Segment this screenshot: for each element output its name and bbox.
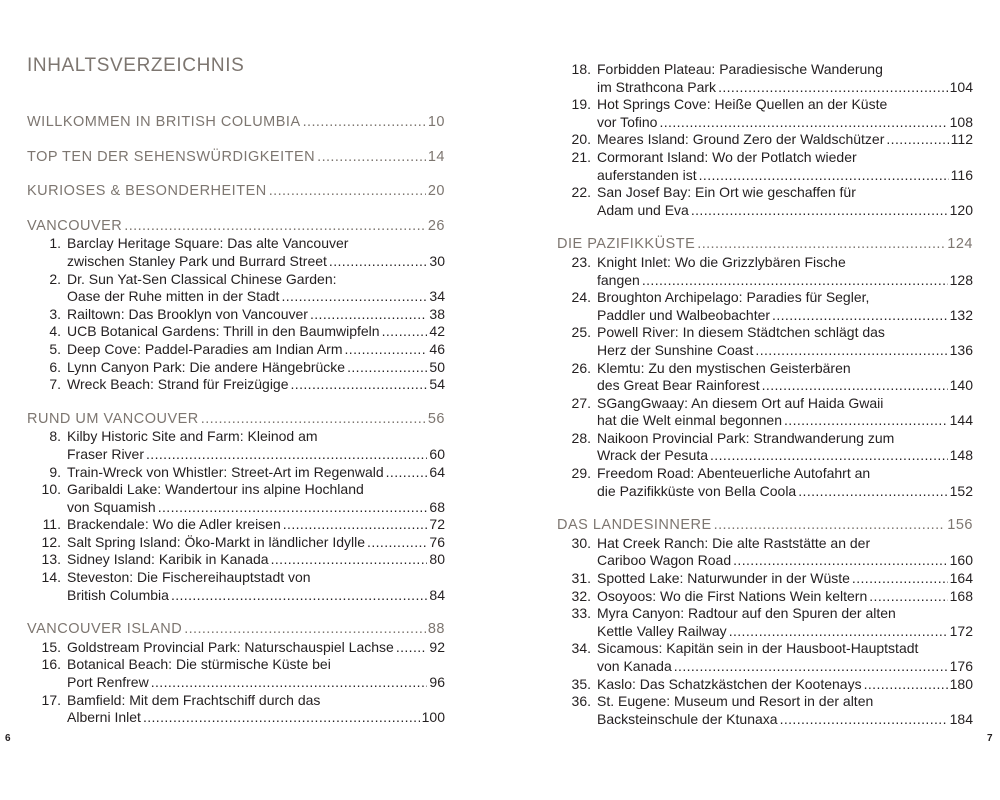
toc-entry[interactable] (27, 235, 445, 270)
entry-page: 34 (429, 288, 445, 305)
entry-title-cont: hat die Welt einmal begonnen (597, 412, 782, 429)
entry-number: 27. (571, 394, 591, 411)
entry-title: Meares Island: Ground Zero der Waldschützer (597, 131, 885, 148)
entry-title-cont: von Squamish (67, 498, 156, 515)
entry-title: Steveston: Die Fischereihauptstadt von (67, 569, 311, 586)
leader-dots (733, 552, 948, 570)
entry-number: 7. (49, 376, 61, 393)
entry-number: 36. (571, 693, 591, 710)
page-title: INHALTSVERZEICHNIS (27, 55, 245, 76)
leader-dots (852, 570, 948, 588)
toc-entry[interactable] (557, 360, 973, 395)
entry-number: 30. (571, 534, 591, 551)
toc-section (557, 236, 973, 500)
toc-section (557, 517, 973, 728)
entry-title: UCB Botanical Gardens: Thrill in den Baumwipfeln (67, 323, 380, 340)
entry-page: 96 (429, 674, 445, 691)
toc-entry[interactable] (557, 96, 973, 131)
entry-number: 14. (41, 569, 61, 586)
entry-title-cont: Port Renfrew (67, 674, 149, 691)
leader-dots (396, 639, 428, 657)
leader-dots (124, 218, 426, 236)
entry-page: 80 (429, 551, 445, 568)
entry-title: Dr. Sun Yat-Sen Classical Chinese Garden: (67, 270, 337, 287)
toc-section (27, 149, 445, 167)
leader-dots (382, 323, 428, 341)
left-toc (27, 114, 445, 727)
entry-title: Garibaldi Lake: Wandertour ins alpine Hochland (67, 481, 364, 498)
entry-number: 5. (49, 340, 61, 357)
entry-page: 128 (949, 271, 973, 288)
leader-dots (780, 711, 948, 729)
page-number-left: 6 (5, 733, 11, 744)
toc-entry[interactable] (27, 464, 445, 482)
toc-entry[interactable] (27, 656, 445, 691)
toc-entry[interactable] (557, 254, 973, 289)
leader-dots (158, 499, 428, 517)
entry-page: 160 (949, 552, 973, 569)
entry-title-cont: Alberni Inlet (67, 709, 141, 726)
section-label: KURIOSES & BESONDERHEITEN (27, 183, 267, 200)
section-label: WILLKOMMEN IN BRITISH COLUMBIA (27, 114, 301, 130)
entry-number: 25. (571, 324, 591, 341)
entry-title-cont: im Strathcona Park (597, 78, 717, 95)
leader-dots (772, 307, 948, 325)
leader-dots (864, 676, 948, 694)
entry-page: 168 (949, 587, 973, 604)
entry-title: San Josef Bay: Ein Ort wie geschaffen für (597, 184, 856, 201)
toc-entry[interactable] (557, 605, 973, 640)
entry-title-cont: vor Tofino (597, 113, 658, 130)
entry-title: Cormorant Island: Wo der Potlatch wieder (597, 148, 857, 165)
entry-title-cont: Cariboo Wagon Road (597, 552, 732, 569)
toc-entry[interactable] (557, 61, 973, 96)
entry-page: 108 (949, 113, 973, 130)
leader-dots (367, 534, 427, 552)
entry-title-cont: Kettle Valley Railway (597, 622, 727, 639)
leader-dots (143, 709, 420, 727)
leader-dots (171, 587, 427, 605)
toc-entry[interactable] (557, 676, 973, 694)
leader-dots (798, 483, 947, 501)
leader-dots (347, 359, 427, 377)
entry-title-cont: British Columbia (67, 586, 169, 603)
leader-dots (714, 517, 946, 535)
leader-dots (269, 183, 426, 201)
page-number-right: 7 (987, 733, 993, 744)
toc-entry[interactable] (27, 692, 445, 727)
leader-dots (718, 79, 948, 97)
section-heading[interactable] (27, 183, 445, 201)
leader-dots (386, 464, 428, 482)
toc-entry[interactable] (27, 551, 445, 569)
entry-title: Kaslo: Das Schatzkästchen der Kootenays (597, 675, 862, 692)
section-page: 10 (427, 114, 445, 130)
toc-entry[interactable] (27, 376, 445, 394)
entry-page: 116 (950, 166, 973, 183)
entry-title-cont: Fraser River (67, 445, 145, 462)
entry-title-cont: Adam und Eva (597, 201, 689, 218)
leader-dots (762, 377, 948, 395)
section-heading[interactable] (27, 411, 445, 429)
entry-page: 64 (429, 463, 445, 480)
leader-dots (869, 588, 947, 606)
leader-dots (729, 623, 948, 641)
entry-page: 46 (429, 340, 445, 357)
entry-page: 164 (949, 570, 973, 587)
entry-title: Wreck Beach: Strand für Freizügige (67, 376, 289, 393)
toc-entry[interactable] (557, 588, 973, 606)
entry-title: Hot Springs Cove: Heiße Quellen an der Küste (597, 96, 888, 113)
entry-title: Forbidden Plateau: Paradiesische Wanderung (597, 61, 883, 77)
entry-title-cont: Paddler und Walbeobachter (597, 306, 771, 323)
entry-number: 13. (41, 551, 61, 568)
toc-entry[interactable] (27, 359, 445, 377)
section-label: RUND UM VANCOUVER (27, 410, 199, 427)
toc-entry[interactable] (557, 693, 973, 728)
entry-title-cont: zwischen Stanley Park und Burrard Street (67, 252, 327, 269)
toc-entry[interactable] (557, 395, 973, 430)
section-heading[interactable] (27, 114, 445, 132)
entry-page: 140 (949, 377, 973, 394)
leader-dots (691, 202, 948, 220)
entry-page: 42 (429, 323, 445, 340)
entry-page: 60 (429, 445, 445, 462)
toc-entry[interactable] (557, 131, 973, 149)
entry-number: 21. (571, 148, 591, 165)
entry-title: Powell River: In diesem Städtchen schlägt das (597, 324, 885, 341)
entry-number: 6. (49, 358, 61, 375)
entry-title: Naikoon Provincial Park: Strandwanderung zum (597, 429, 895, 446)
toc-entry[interactable] (27, 569, 445, 604)
entry-title: SGangGwaay: An diesem Ort auf Haida Gwaii (597, 394, 884, 411)
entry-page: 184 (949, 710, 973, 727)
leader-dots (283, 516, 428, 534)
section-label: VANCOUVER (27, 217, 123, 234)
entry-title: Railtown: Das Brooklyn von Vancouver (67, 305, 308, 322)
entry-page: 104 (949, 78, 973, 95)
toc-entry[interactable] (557, 430, 973, 465)
entry-number: 3. (49, 305, 61, 322)
leader-dots (784, 412, 948, 430)
entry-page: 176 (949, 658, 973, 674)
entry-title: St. Eugene: Museum und Resort in der alten (597, 693, 874, 710)
entry-page: 112 (950, 131, 973, 148)
leader-dots (184, 621, 426, 639)
section-page: 14 (427, 148, 445, 165)
leader-dots (755, 342, 947, 360)
entry-number: 1. (49, 235, 61, 252)
leader-dots (329, 253, 428, 271)
entry-title: Deep Cove: Paddel-Paradies am Indian Arm (67, 340, 343, 357)
leader-dots (344, 341, 427, 359)
entry-title: Barclay Heritage Square: Das alte Vancouver (67, 235, 349, 252)
entry-title: Salt Spring Island: Öko-Markt in ländlicher Idylle (67, 533, 366, 550)
entry-number: 11. (42, 516, 61, 533)
entry-page: 38 (429, 305, 445, 322)
entry-page: 136 (949, 341, 973, 358)
entry-title: Hat Creek Ranch: Die alte Raststätte an der (597, 534, 871, 551)
entry-title-cont: von Kanada (597, 658, 672, 674)
section-label: DIE PAZIFIKKÜSTE (557, 236, 696, 253)
entry-page: 132 (949, 306, 973, 323)
section-heading[interactable] (27, 621, 445, 639)
entry-title-cont: fangen (597, 271, 640, 288)
entry-title-cont: auferstanden ist (597, 166, 697, 183)
toc-section (27, 411, 445, 605)
entry-title: Brackendale: Wo die Adler kreisen (67, 516, 281, 533)
entry-title: Sidney Island: Karibik in Kanada (67, 551, 269, 568)
entry-number: 26. (571, 359, 591, 376)
entry-title: Klemtu: Zu den mystischen Geisterbären (597, 359, 851, 376)
toc-section (27, 183, 445, 201)
leader-dots (697, 236, 945, 254)
entry-title-cont: Oase der Ruhe mitten in der Stadt (67, 288, 280, 305)
entry-page: 144 (949, 412, 973, 429)
entry-title: Osoyoos: Wo die First Nations Wein keltern (597, 587, 868, 604)
entry-page: 92 (429, 638, 445, 655)
leader-dots (699, 167, 949, 185)
entry-number: 23. (571, 253, 591, 270)
entry-title: Knight Inlet: Wo die Grizzlybären Fische (597, 253, 846, 270)
entry-title-cont: Backsteinschule der Ktunaxa (597, 710, 778, 727)
entry-number: 17. (41, 691, 61, 708)
entry-title: Lynn Canyon Park: Die andere Hängebrücke (67, 358, 346, 375)
entry-page: 50 (429, 358, 445, 375)
leader-dots (710, 447, 948, 465)
entry-number: 31. (571, 570, 591, 587)
section-heading[interactable] (557, 517, 973, 535)
entry-title-cont: des Great Bear Rainforest (597, 377, 760, 394)
entry-page: 84 (429, 586, 445, 603)
right-page (500, 0, 1000, 800)
section-page: 88 (427, 621, 445, 638)
toc-entry[interactable] (27, 323, 445, 341)
entry-page: 152 (949, 482, 973, 499)
entry-number: 9. (49, 463, 61, 480)
entry-title-cont: Wrack der Pesuta (597, 447, 709, 464)
entry-number: 16. (41, 656, 61, 673)
entry-number: 28. (571, 429, 591, 446)
entry-page: 76 (429, 533, 445, 550)
entry-number: 24. (571, 289, 591, 306)
entry-number: 8. (49, 428, 61, 445)
toc-entry[interactable] (27, 534, 445, 552)
leader-dots (151, 674, 428, 692)
entry-title: Freedom Road: Abenteuerliche Autofahrt an (597, 465, 871, 482)
toc-entry[interactable] (557, 289, 973, 324)
entry-title: Myra Canyon: Radtour auf den Spuren der alten (597, 605, 896, 622)
entry-page: 180 (949, 675, 973, 692)
entry-number: 12. (41, 533, 61, 550)
toc-entry[interactable] (557, 149, 973, 184)
entry-number: 35. (571, 675, 591, 692)
toc-entry[interactable] (557, 184, 973, 219)
toc-entry[interactable] (557, 570, 973, 588)
leader-dots (281, 288, 427, 306)
entry-title: Botanical Beach: Die stürmische Küste bei (67, 656, 331, 673)
section-page: 156 (947, 517, 973, 534)
entry-title: Spotted Lake: Naturwunder in der Wüste (597, 570, 850, 587)
section-label: DAS LANDESINNERE (557, 517, 712, 534)
entry-page: 172 (949, 622, 973, 639)
entry-number: 29. (571, 465, 591, 482)
section-page: 56 (427, 410, 445, 427)
entry-title: Sicamous: Kapitän sein in der Hausboot-Hauptstadt (597, 640, 919, 657)
toc-entry[interactable] (27, 428, 445, 463)
leader-dots (146, 446, 427, 464)
entry-title-cont: Herz der Sunshine Coast (597, 341, 754, 358)
entry-number: 22. (571, 184, 591, 201)
section-label: TOP TEN DER SEHENSWÜRDIGKEITEN (27, 148, 316, 165)
leader-dots (674, 658, 948, 676)
leader-dots (642, 272, 948, 290)
entry-title: Bamfield: Mit dem Frachtschiff durch das (67, 691, 321, 708)
entry-page: 120 (949, 201, 973, 218)
entry-number: 20. (571, 131, 591, 148)
entry-page: 54 (429, 376, 445, 393)
entry-number: 19. (571, 96, 591, 113)
leader-dots (310, 306, 427, 324)
entry-page: 148 (949, 447, 973, 464)
right-toc (557, 61, 973, 728)
entry-number: 4. (49, 323, 61, 340)
entry-number: 34. (571, 640, 591, 657)
entry-number: 2. (49, 270, 61, 287)
toc-entry[interactable] (557, 535, 973, 570)
leader-dots (291, 376, 428, 394)
entry-page: 30 (429, 252, 445, 269)
section-heading[interactable] (27, 149, 445, 167)
section-page: 26 (427, 217, 445, 234)
entry-title-cont: die Pazifikküste von Bella Coola (597, 482, 797, 499)
section-heading[interactable] (27, 218, 445, 236)
toc-entry[interactable] (27, 306, 445, 324)
entry-number: 15. (41, 638, 61, 655)
toc-entry[interactable] (27, 271, 445, 306)
entry-title: Train-Wreck von Whistler: Street-Art im Regenwald (67, 463, 384, 480)
toc-section (27, 114, 445, 132)
toc-entry[interactable] (557, 640, 973, 675)
leader-dots (201, 411, 426, 429)
toc-entry[interactable] (27, 516, 445, 534)
entry-number: 18. (571, 61, 591, 77)
entry-number: 33. (571, 605, 591, 622)
toc-entry[interactable] (27, 639, 445, 657)
toc-entry[interactable] (27, 341, 445, 359)
leader-dots (659, 114, 947, 132)
entry-page: 100 (421, 709, 445, 726)
entry-page: 72 (429, 516, 445, 533)
toc-section (557, 61, 973, 219)
toc-section (27, 218, 445, 394)
section-heading[interactable] (557, 236, 973, 254)
toc-section (27, 621, 445, 727)
entry-number: 32. (571, 587, 591, 604)
toc-entry[interactable] (557, 465, 973, 500)
entry-title: Goldstream Provincial Park: Naturschauspiel Lachse (67, 638, 394, 655)
toc-entry[interactable] (557, 324, 973, 359)
section-label: VANCOUVER ISLAND (27, 621, 183, 638)
entry-title: Kilby Historic Site and Farm: Kleinod am (67, 428, 318, 445)
toc-entry[interactable] (27, 481, 445, 516)
leader-dots (271, 551, 428, 569)
section-page: 124 (947, 236, 973, 253)
leader-dots (303, 114, 426, 132)
leader-dots (886, 131, 948, 149)
entry-number: 10. (41, 481, 61, 498)
entry-page: 68 (429, 498, 445, 515)
section-page: 20 (427, 183, 445, 200)
leader-dots (317, 149, 426, 167)
entry-title: Broughton Archipelago: Paradies für Segler, (597, 289, 870, 306)
